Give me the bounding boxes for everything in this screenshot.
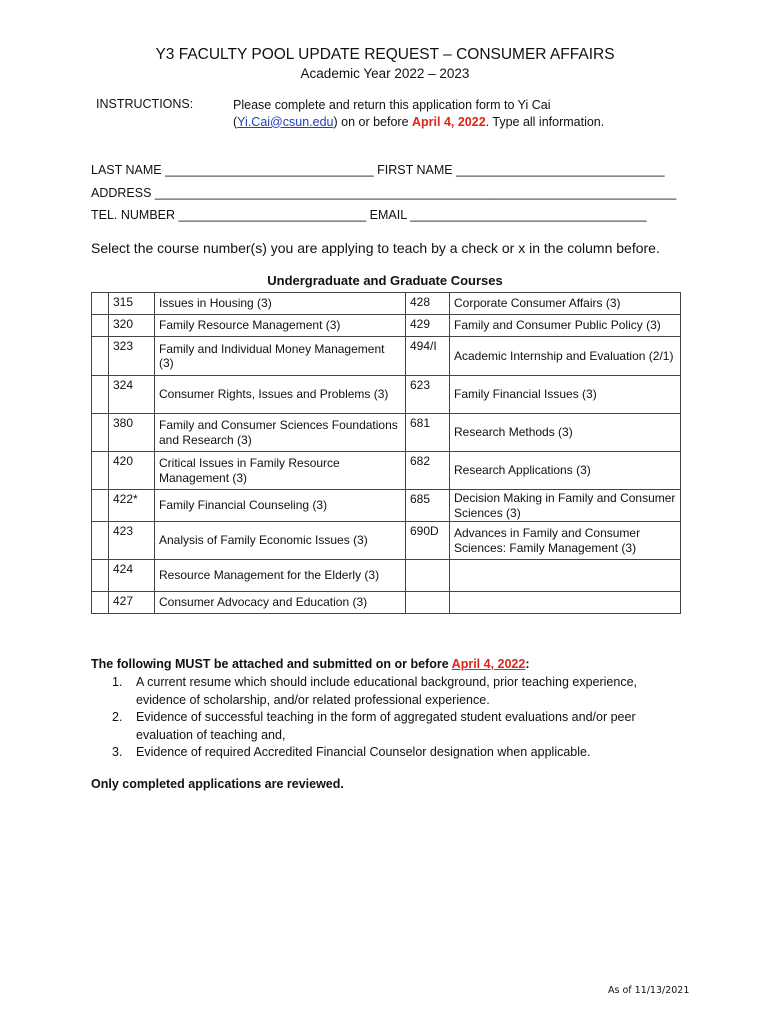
course-name [450, 560, 681, 592]
course-checkbox-cell[interactable] [92, 452, 109, 490]
course-number [406, 592, 450, 614]
course-name: Issues in Housing (3) [155, 293, 406, 315]
course-checkbox-cell[interactable] [92, 522, 109, 560]
course-name: Analysis of Family Economic Issues (3) [155, 522, 406, 560]
course-number: 424 [109, 560, 155, 592]
list-item [91, 709, 651, 744]
contact-email-link[interactable]: Yi.Cai@csun.edu [237, 114, 334, 129]
instructions-mid: ) on or before [333, 114, 412, 129]
course-number: 623 [406, 376, 450, 414]
table-row [92, 337, 681, 376]
table-row [92, 490, 681, 522]
paren-open: ( [233, 114, 238, 129]
instructions-end: . Type all information. [485, 114, 605, 129]
requirements-list [91, 674, 651, 762]
table-row [92, 560, 681, 592]
attachments-deadline: April 4, 2022 [451, 657, 526, 671]
courses-heading: Undergraduate and Graduate Courses [267, 273, 503, 288]
course-name: Consumer Rights, Issues and Problems (3) [155, 376, 406, 414]
completed-applications-note: Only completed applications are reviewed. [91, 777, 344, 791]
tel-email-fields-line[interactable]: TEL. NUMBER ___________________________ EMAIL __________________________________ [91, 208, 647, 222]
list-item-number: 1. [112, 675, 123, 689]
course-number [406, 560, 450, 592]
course-number: 682 [406, 452, 450, 490]
course-name: Family and Individual Money Management (3) [155, 337, 406, 376]
course-number: 320 [109, 315, 155, 337]
course-number: 429 [406, 315, 450, 337]
list-item [91, 744, 651, 762]
course-name: Decision Making in Family and Consumer Sciences (3) [450, 490, 681, 522]
course-checkbox-cell[interactable] [92, 490, 109, 522]
deadline-date: April 4, 2022 [412, 114, 486, 129]
table-row [92, 592, 681, 614]
course-name: Corporate Consumer Affairs (3) [450, 293, 681, 315]
table-row [92, 376, 681, 414]
course-name: Family and Consumer Public Policy (3) [450, 315, 681, 337]
table-row [92, 315, 681, 337]
course-name: Advances in Family and Consumer Sciences: Family Management (3) [450, 522, 681, 560]
attachments-heading-colon: : [525, 657, 530, 671]
course-number: 428 [406, 293, 450, 315]
course-name: Family and Consumer Sciences Foundations and Research (3) [155, 414, 406, 452]
table-row [92, 293, 681, 315]
course-number: 427 [109, 592, 155, 614]
academic-year: Academic Year 2022 – 2023 [300, 66, 470, 81]
course-name: Consumer Advocacy and Education (3) [155, 592, 406, 614]
table-row [92, 414, 681, 452]
course-number: 681 [406, 414, 450, 452]
list-item-number: 2. [112, 710, 123, 724]
course-name: Family Financial Issues (3) [450, 376, 681, 414]
instructions-label: INSTRUCTIONS: [96, 97, 194, 111]
course-number: 422* [109, 490, 155, 522]
course-checkbox-cell[interactable] [92, 376, 109, 414]
course-number: 420 [109, 452, 155, 490]
course-name: Family Resource Management (3) [155, 315, 406, 337]
list-item [91, 674, 651, 709]
course-name: Academic Internship and Evaluation (2/1) [450, 337, 681, 376]
course-number: 494/I [406, 337, 450, 376]
instructions-text [233, 97, 663, 130]
list-item-text: A current resume which should include educational background, prior teaching experience, evidence of scholarship, and/or related professional experience. [136, 675, 637, 707]
as-of-date: As of 11/13/2021 [608, 985, 690, 996]
courses-table [91, 292, 681, 614]
attachments-heading-text: The following MUST be attached and submitted on or before [91, 657, 452, 671]
list-item-number: 3. [112, 745, 123, 759]
course-name [450, 592, 681, 614]
course-checkbox-cell[interactable] [92, 560, 109, 592]
course-name: Family Financial Counseling (3) [155, 490, 406, 522]
attachments-heading [91, 657, 530, 671]
course-number: 423 [109, 522, 155, 560]
address-field-line[interactable]: ADDRESS ___________________________________________________________________________ [91, 186, 677, 200]
table-row [92, 452, 681, 490]
course-checkbox-cell[interactable] [92, 315, 109, 337]
course-checkbox-cell[interactable] [92, 414, 109, 452]
course-checkbox-cell[interactable] [92, 337, 109, 376]
select-instruction: Select the course number(s) you are applying to teach by a check or x in the column before. [91, 240, 660, 256]
course-number: 380 [109, 414, 155, 452]
course-checkbox-cell[interactable] [92, 592, 109, 614]
list-item-text: Evidence of required Accredited Financial Counselor designation when applicable. [136, 745, 591, 759]
course-name: Resource Management for the Elderly (3) [155, 560, 406, 592]
course-name: Research Applications (3) [450, 452, 681, 490]
form-title: Y3 FACULTY POOL UPDATE REQUEST – CONSUMER AFFAIRS [155, 46, 615, 63]
table-row [92, 522, 681, 560]
course-number: 323 [109, 337, 155, 376]
instructions-line-1: Please complete and return this application form to Yi Cai [233, 98, 551, 112]
list-item-text: Evidence of successful teaching in the form of aggregated student evaluations and/or peer evaluation of teaching and, [136, 710, 636, 742]
course-number: 685 [406, 490, 450, 522]
course-name: Research Methods (3) [450, 414, 681, 452]
course-number: 690D [406, 522, 450, 560]
name-fields-line[interactable]: LAST NAME ______________________________ FIRST NAME ______________________________ [91, 163, 665, 177]
course-checkbox-cell[interactable] [92, 293, 109, 315]
course-number: 315 [109, 293, 155, 315]
course-name: Critical Issues in Family Resource Management (3) [155, 452, 406, 490]
course-number: 324 [109, 376, 155, 414]
